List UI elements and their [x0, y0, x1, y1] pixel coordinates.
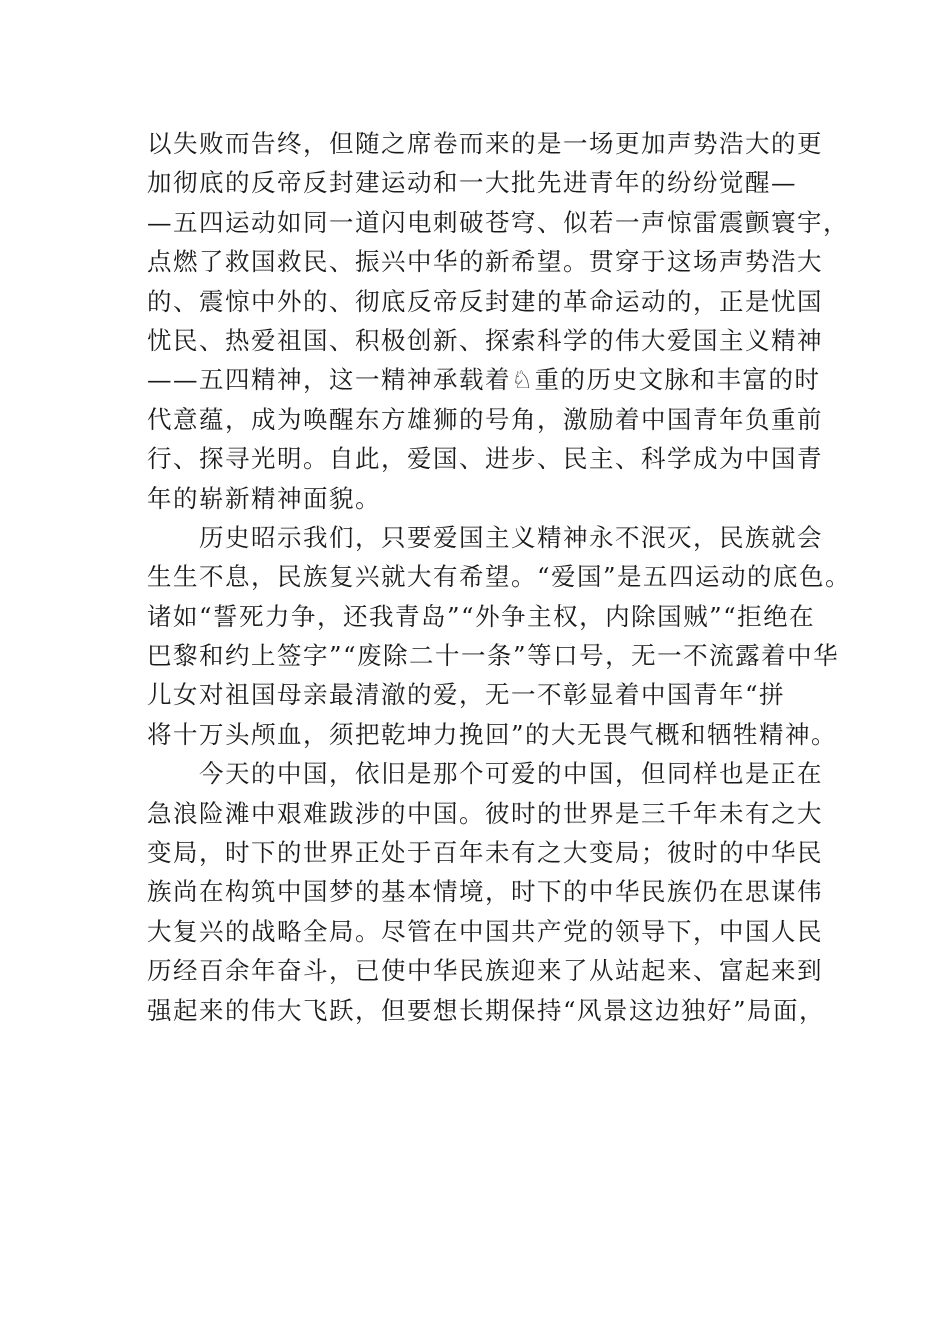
text-line: 大复兴的战略全局。尽管在中国共产党的领导下，中国人民 [147, 916, 823, 946]
text-line: 点燃了救国救民、振兴中华的新希望。贯穿于这场声势浩大 [147, 247, 823, 277]
text-line: 急浪险滩中艰难跋涉的中国。彼时的世界是三千年未有之大 [147, 798, 823, 828]
text-line: 历史昭示我们，只要爱国主义精神永不泯灭，民族就会 [147, 522, 823, 552]
text-line: 忧民、热爱祖国、积极创新、探索科学的伟大爱国主义精神 [147, 325, 823, 355]
text-line: 诸如“誓死力争，还我青岛”“外争主权，内除国贼”“拒绝在 [147, 601, 816, 631]
text-line: 今天的中国，依旧是那个可爱的中国，但同样也是正在 [147, 759, 823, 789]
text-line: 变局，时下的世界正处于百年未有之大变局；彼时的中华民 [147, 838, 823, 868]
text-line: 以失败而告终，但随之席卷而来的是一场更加声势浩大的更 [147, 129, 823, 158]
text-line: 生生不息，民族复兴就大有希望。“爱国”是五四运动的底色。 [147, 562, 852, 592]
text-line: 代意蕴，成为唤醒东方雄狮的号角，激励着中国青年负重前 [147, 404, 823, 434]
text-line: 的、震惊中外的、彻底反帝反封建的革命运动的，正是忧国 [147, 286, 823, 316]
text-line: 历经百余年奋斗，已使中华民族迎来了从站起来、富起来到 [147, 956, 823, 986]
text-line: 巴黎和约上签字”“废除二十一条”等口号，无一不流露着中华 [147, 641, 840, 671]
text-line: 年的崭新精神面貌。 [147, 483, 381, 513]
text-line: —五四运动如同一道闪电刺破苍穹、似若一声惊雷震颤寰宇， [147, 207, 849, 237]
body-text [147, 124, 852, 1030]
text-line: ——五四精神，这一精神承载着♘重的历史文脉和丰富的时 [147, 365, 821, 395]
text-line: 儿女对祖国母亲最清澈的爱，无一不彰显着中国青年“拼 [147, 680, 786, 710]
text-line: 行、探寻光明。自此，爱国、进步、民主、科学成为中国青 [147, 444, 823, 474]
text-line: 加彻底的反帝反封建运动和一大批先进青年的纷纷觉醒— [147, 168, 797, 198]
text-line: 族尚在构筑中国梦的基本情境，时下的中华民族仍在思谋伟 [147, 877, 823, 907]
text-line: 强起来的伟大飞跃，但要想长期保持“风景这边独好”局面， [147, 995, 826, 1025]
text-line: 将十万头颅血，须把乾坤力挽回”的大无畏气概和牺牲精神。 [147, 719, 838, 749]
